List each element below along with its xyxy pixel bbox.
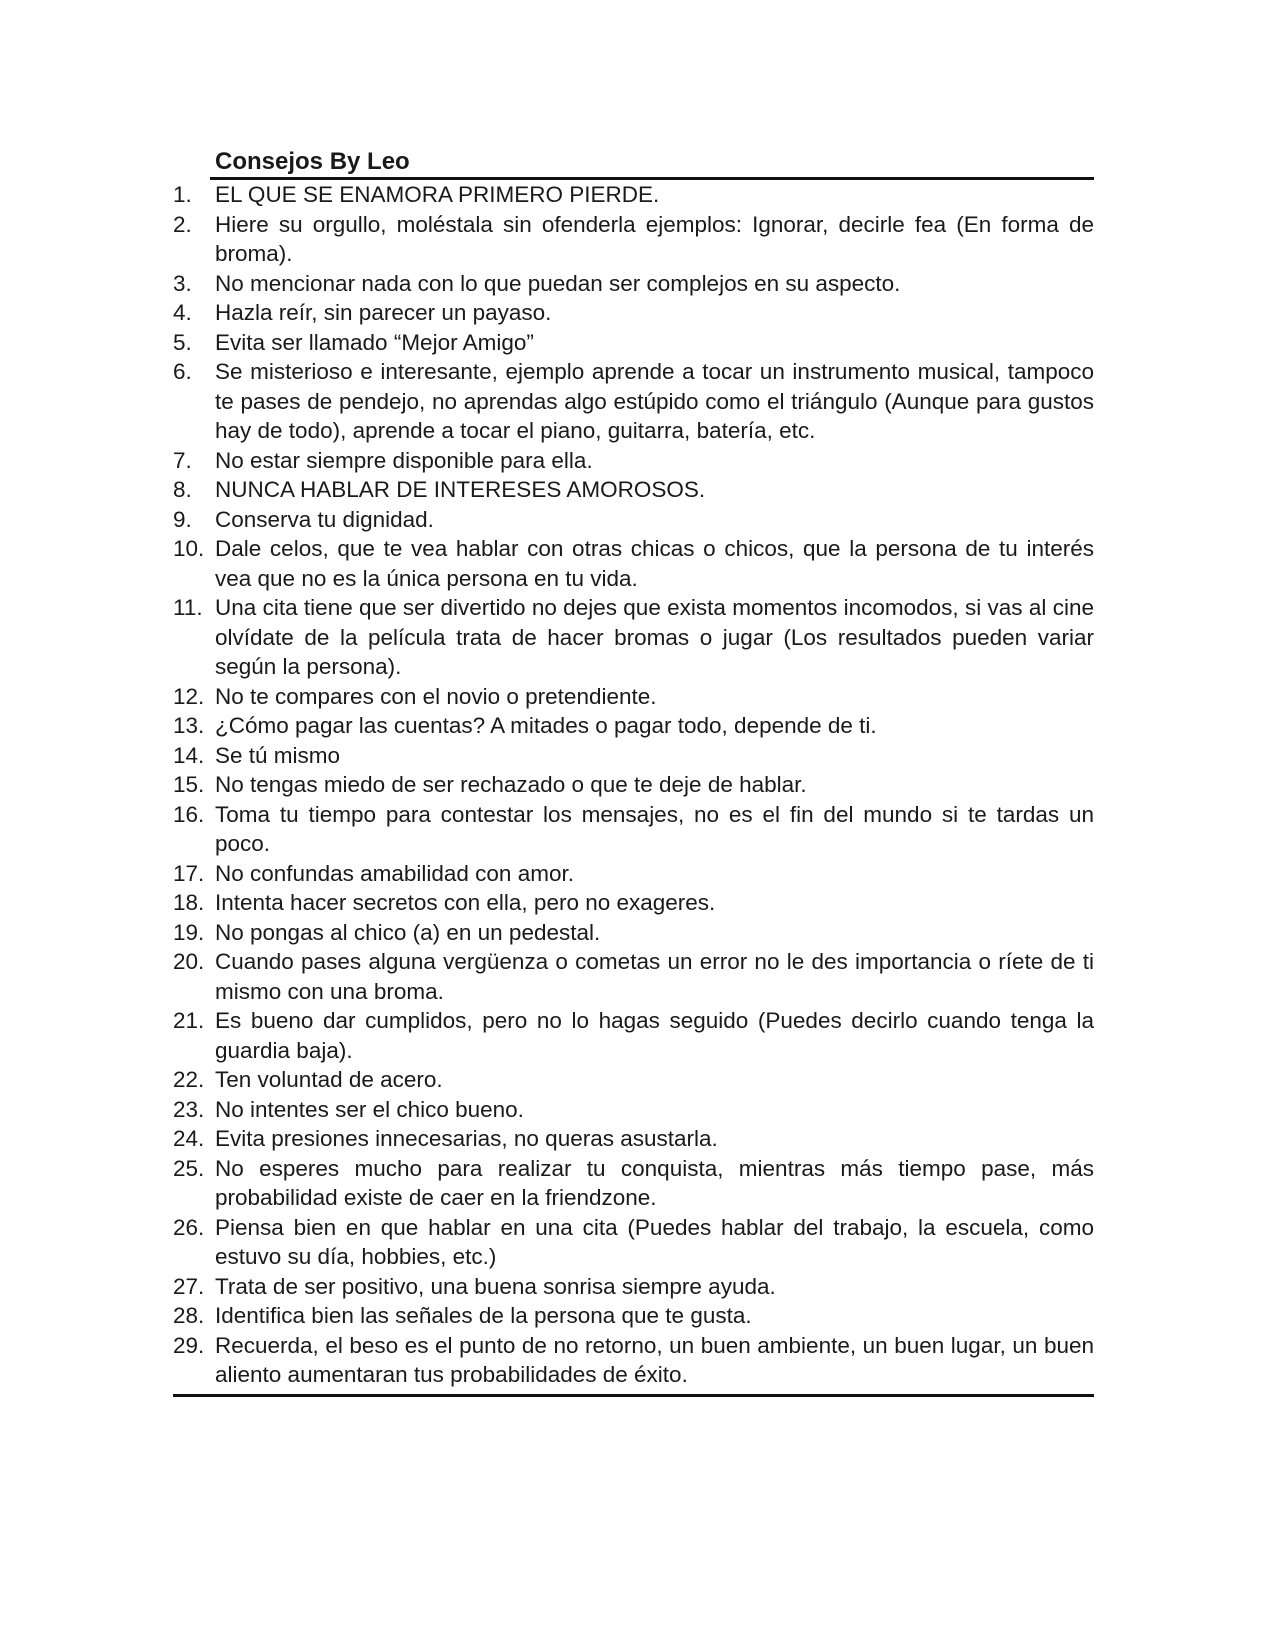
list-item bbox=[173, 800, 1094, 859]
list-item-number: 6. bbox=[173, 359, 192, 384]
list-item bbox=[173, 741, 1094, 771]
list-item bbox=[173, 210, 1094, 269]
list-item bbox=[173, 711, 1094, 741]
list-item-text: EL QUE SE ENAMORA PRIMERO PIERDE. bbox=[215, 182, 660, 207]
list-item bbox=[173, 1272, 1094, 1302]
list-item-number: 28. bbox=[173, 1303, 205, 1328]
list-item bbox=[173, 328, 1094, 358]
list-item-text: Hazla reír, sin parecer un payaso. bbox=[215, 300, 552, 325]
list-item-number: 26. bbox=[173, 1214, 205, 1240]
list-item bbox=[173, 1213, 1094, 1272]
list-item-number: 8. bbox=[173, 477, 192, 502]
list-item-number: 3. bbox=[173, 270, 192, 296]
list-item-number: 24. bbox=[173, 1126, 205, 1151]
bottom-divider bbox=[173, 1394, 1094, 1397]
list-item-number: 23. bbox=[173, 1096, 205, 1122]
list-item-text: Una cita tiene que ser divertido no dejes que exista momentos incomodos, si vas al cine olvídate de la película trata de hacer bromas o jugar (Los resultados pueden variar según la persona). bbox=[215, 595, 1094, 679]
list-item-text: Es bueno dar cumplidos, pero no lo hagas seguido (Puedes decirlo cuando tenga la guardia baja). bbox=[215, 1008, 1094, 1063]
list-item-text: No intentes ser el chico bueno. bbox=[215, 1096, 524, 1122]
list-item-text: Ten voluntad de acero. bbox=[215, 1067, 443, 1092]
list-item-number: 2. bbox=[173, 211, 192, 237]
list-item bbox=[173, 1154, 1094, 1213]
list-item bbox=[173, 269, 1094, 299]
list-item-number: 21. bbox=[173, 1008, 205, 1033]
list-item bbox=[173, 770, 1094, 800]
list-item-number: 10. bbox=[173, 536, 205, 561]
list-item-number: 1. bbox=[173, 182, 192, 207]
list-item-text: ¿Cómo pagar las cuentas? A mitades o pagar todo, depende de ti. bbox=[215, 713, 877, 738]
list-item-text: No estar siempre disponible para ella. bbox=[215, 447, 593, 473]
list-item-number: 4. bbox=[173, 300, 192, 325]
document-page bbox=[173, 147, 1094, 1397]
list-item bbox=[173, 298, 1094, 328]
list-item-text: Identifica bien las señales de la persona que te gusta. bbox=[215, 1303, 752, 1328]
list-item bbox=[173, 505, 1094, 535]
list-item-text: Conserva tu dignidad. bbox=[215, 506, 434, 532]
list-item bbox=[173, 918, 1094, 948]
list-item-number: 9. bbox=[173, 506, 192, 532]
list-item-text: Hiere su orgullo, moléstala sin ofenderla ejemplos: Ignorar, decirle fea (En forma de broma). bbox=[215, 211, 1094, 266]
list-item-text: Evita presiones innecesarias, no queras asustarla. bbox=[215, 1126, 718, 1151]
list-item-number: 12. bbox=[173, 683, 205, 709]
list-item-number: 13. bbox=[173, 713, 205, 738]
list-item-number: 15. bbox=[173, 772, 205, 797]
list-item-text: No tengas miedo de ser rechazado o que te deje de hablar. bbox=[215, 772, 807, 797]
list-item bbox=[173, 446, 1094, 476]
list-item bbox=[173, 593, 1094, 682]
list-item bbox=[173, 534, 1094, 593]
list-item bbox=[173, 180, 1094, 210]
list-item-number: 7. bbox=[173, 447, 192, 473]
list-item-number: 29. bbox=[173, 1332, 205, 1358]
list-item-text: Piensa bien en que hablar en una cita (Puedes hablar del trabajo, la escuela, como estuvo su día, hobbies, etc.) bbox=[215, 1214, 1094, 1269]
page-title: Consejos By Leo bbox=[215, 148, 410, 175]
list-item-number: 14. bbox=[173, 742, 205, 768]
list-item-text: No pongas al chico (a) en un pedestal. bbox=[215, 919, 601, 945]
list-item bbox=[173, 1331, 1094, 1390]
list-item-text: Trata de ser positivo, una buena sonrisa siempre ayuda. bbox=[215, 1273, 776, 1299]
list-item-number: 16. bbox=[173, 801, 205, 827]
list-item bbox=[173, 1124, 1094, 1154]
list-item bbox=[173, 888, 1094, 918]
list-item bbox=[173, 357, 1094, 446]
list-item-text: Intenta hacer secretos con ella, pero no exageres. bbox=[215, 890, 716, 915]
list-item bbox=[173, 682, 1094, 712]
list-item-text: No mencionar nada con lo que puedan ser complejos en su aspecto. bbox=[215, 270, 901, 296]
list-item-text: No esperes mucho para realizar tu conquista, mientras más tiempo pase, más probabilidad existe de caer en la friendzone. bbox=[215, 1155, 1094, 1210]
list-item bbox=[173, 1301, 1094, 1331]
list-item bbox=[173, 1065, 1094, 1095]
list-item-number: 19. bbox=[173, 919, 205, 945]
list-item-number: 11. bbox=[173, 595, 203, 620]
list-item bbox=[173, 1006, 1094, 1065]
list-item-text: No te compares con el novio o pretendiente. bbox=[215, 683, 657, 709]
list-item-number: 5. bbox=[173, 329, 192, 355]
list-item-number: 18. bbox=[173, 890, 205, 915]
list-item-text: Cuando pases alguna vergüenza o cometas un error no le des importancia o ríete de ti mismo con una broma. bbox=[215, 949, 1094, 1004]
list-item-number: 25. bbox=[173, 1155, 205, 1181]
list-item bbox=[173, 475, 1094, 505]
list-item-text: No confundas amabilidad con amor. bbox=[215, 860, 574, 886]
list-item-text: Evita ser llamado “Mejor Amigo” bbox=[215, 329, 534, 355]
list-item-text: Dale celos, que te vea hablar con otras chicas o chicos, que la persona de tu interés vea que no es la única persona en tu vida. bbox=[215, 536, 1094, 591]
list-item-number: 17. bbox=[173, 860, 205, 886]
list-item-text: Se misterioso e interesante, ejemplo aprende a tocar un instrumento musical, tampoco te pases de pendejo, no aprendas algo estúpido como el triángulo (Aunque para gustos hay de todo), aprende a tocar el piano, guitarra, batería, etc. bbox=[215, 359, 1094, 443]
list-item-number: 22. bbox=[173, 1067, 205, 1092]
list-item-text: Toma tu tiempo para contestar los mensajes, no es el fin del mundo si te tardas un poco. bbox=[215, 801, 1094, 856]
list-item-number: 27. bbox=[173, 1273, 205, 1299]
list-item-text: Recuerda, el beso es el punto de no retorno, un buen ambiente, un buen lugar, un buen aliento aumentaran tus probabilidades de éxito. bbox=[215, 1332, 1094, 1387]
list-item bbox=[173, 859, 1094, 889]
list-item bbox=[173, 947, 1094, 1006]
list-item bbox=[173, 1095, 1094, 1125]
tips-list bbox=[173, 180, 1094, 1390]
list-item-text: Se tú mismo bbox=[215, 742, 341, 768]
list-item-number: 20. bbox=[173, 949, 205, 974]
list-item-text: NUNCA HABLAR DE INTERESES AMOROSOS. bbox=[215, 477, 706, 502]
